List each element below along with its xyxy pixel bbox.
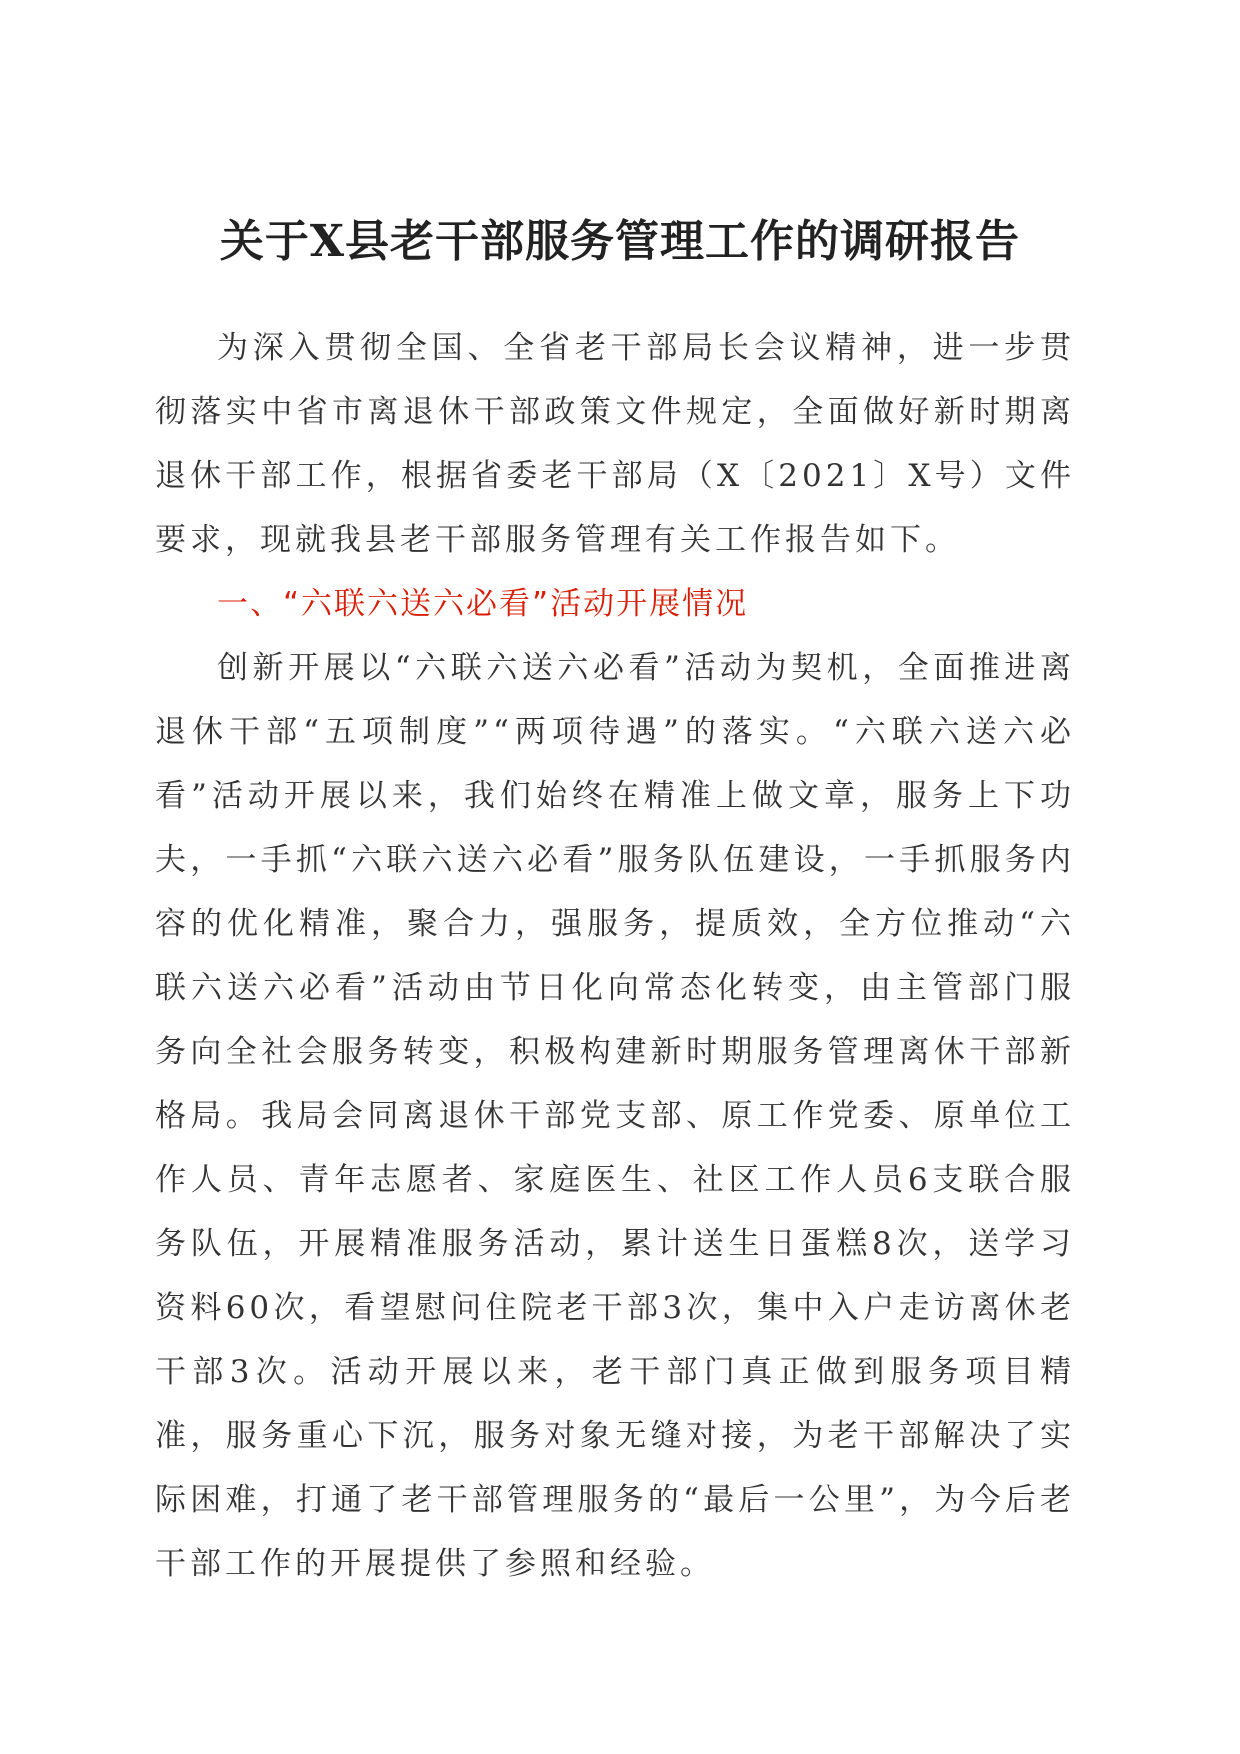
section-heading: 一、“六联六送六必看”活动开展情况 bbox=[217, 586, 749, 622]
document-body bbox=[155, 316, 1075, 1596]
section-paragraph: 创新开展以“六联六送六必看”活动为契机，全面推进离退休干部“五项制度”“两项待遇”的落实。“六联六送六必看”活动开展以来，我们始终在精准上做文章，服务上下功夫，一手抓“六联六送六必看”服务队伍建设，一手抓服务内容的优化精准，聚合力，强服务，提质效，全方位推动“六联六送六必看”活动由节日化向常态化转变，由主管部门服务向全社会服务转变，积极构建新时期服务管理离休干部新格局。我局会同离退休干部党支部、原工作党委、原单位工作人员、青年志愿者、家庭医生、社区工作人员6支联合服务队伍，开展精准服务活动，累计送生日蛋糕8次，送学习资料60次，看望慰问住院老干部3次，集中入户走访离休老干部3次。活动开展以来，老干部门真正做到服务项目精准，服务重心下沉，服务对象无缝对接，为老干部解决了实际困难，打通了老干部管理服务的“最后一公里”，为今后老干部工作的开展提供了参照和经验。 bbox=[155, 650, 1075, 1582]
document-title: 关于X县老干部服务管理工作的调研报告 bbox=[219, 216, 1021, 267]
intro-paragraph: 为深入贯彻全国、全省老干部局长会议精神，进一步贯彻落实中省市离退休干部政策文件规定，全面做好新时期离退休干部工作，根据省委老干部局（X〔2021〕X号）文件要求，现就我县老干部服务管理有关工作报告如下。 bbox=[155, 330, 1075, 558]
